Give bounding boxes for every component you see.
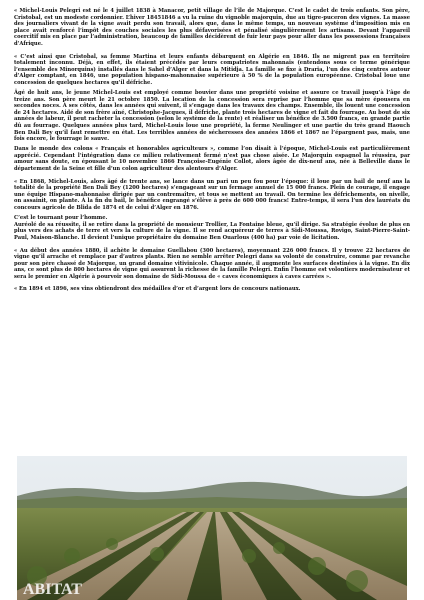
paragraph-guellabou: « Au début des années 1880, il achète le domaine Guellabou (300 hectares), moyennant 226 000 francs. Il y trouve 22 hectares de vigne qu’il arrache et remplace par d’autres plants. Rien ne semble arrêter Pelegri dans sa volonté de construire, comme par revanche pour son père chassé de Majorque, un grand domaine vitivinicole. Chaque année, il augmente les surfaces destinées à la vigne. En dix ans, ce sont plus de 800 hectares de vigne qui assurent la richesse de la famille Pelegri. Enfin l’homme est volontiers modernisateur et sera le premier en Algérie à pourvoir son domaine de Sidi-Moussa de « caves économiques à caves carrées ». [14,247,410,280]
paragraph-arrival-algeria: « C’est ainsi que Cristobal, sa femme Martina et leurs enfants débarquent en Algérie en 1846. Ils ne migrent pas en territoire totalement inconnu. Déjà, en effet, ils étaient précédés par leurs compatriotes mahonnais (entendons sous ce terme générique l’ensemble des Minorquins) installés dans le Sahel d’Alger et dans la Mitidja. La famille se fixe à Draria, l’un des cinq centres autour d’Alger comptant, en 1846, une population hispano-mahonnaise supérieure à 50 % de la population européenne. Cristobal loue une concession de quelques hectares qu’il défriche. [14,53,410,86]
paragraph-marriage: Dans le monde des colons « Français et honorables agriculteurs », comme l’on disait à l’époque, Michel-Louis est particulièrement apprécié. Cependant l’intégration dans ce milieu relativement fermé n’est pas chose aisée. Le Majorquin espagnol la réussira, par amour sans doute, en épousant le 10 novembre 1866 Françoise-Eugénie Collot, alors âgée de dix-neuf ans, née à Belleville dans le département de la Seine et fille d’un colon agriculteur des alentours d’Alger. [14,146,410,173]
paragraph-ben-dali-bey: « En 1868, Michel-Louis, alors âgé de trente ans, se lance dans un pari un peu fou pour l’époque: il loue par un bail de neuf ans la totalité de la propriété Ben Dali Bey (1200 hectares) s’engageant sur un fermage annuel de 15 000 francs. Plein de courage, il engage une équipe Hispano-mahonnaise dirigée par un contremaître, et tous se mettent au travail. On termine les défrichements, on nivelle, on assainit, on plante. À la fin du bail, le bénéfice engrangé s’élève à près de 600 000 francs! Entre-temps, il sera l’un des lauréats du concours agricole de Blida de 1874 et de celui d’Alger en 1876. [14,178,410,212]
vineyard-photo-image [17,456,407,600]
photo-watermark-partial: ABITAT [23,581,82,598]
paragraph-vineyard-strategy: Auréolé de sa réussite, il se retire dans la propriété de monsieur Trollier, La Fontaine bleue, qu’il dirige. Sa stratégie évolue de plus en plus vers des achats de terre et vers la culture de la vigne. Il se rend acquéreur de terres à Sidi-Moussa, Rovigo, Saint-Pierre-Saint-Paul, Maison-Blanche. Il devient l’unique propriétaire du domaine Ben Ouarlous (400 ha) par voie de licitation. [14,221,410,241]
paragraph-medals: « En 1894 et 1896, ses vins obtiendront des médailles d’or et d’argent lors de concours nationaux. [14,286,301,293]
paragraph-origins: « Michel-Louis Pelegri est né le 4 juillet 1838 à Manacor, petit village de l’île de Majorque. C’est le cadet de trois enfants. Son père, Cristobal, est un modeste cordonnier. L’hiver 18451846 a vu la ruine du vignoble majorquin, due au tigre-puceron des vignes. La masse des journaliers vivant de la vigne avait perdu son travail, alors que, dans le même temps, un nouveau système d’imposition mis en place avait renforcé l’impôt des couches sociales les plus défavorisées et pénalisé singulièrement les artisans. Devant l’appareil coercitif mis en place par l’administration, beaucoup de familles décidèrent de fuir leur pays pour aller dans les possessions françaises d’Afrique. [14,8,410,47]
paragraph-turning-point: C’est le tournant pour l’homme. [14,215,108,222]
vineyard-photo [17,456,407,600]
paragraph-youth: Âgé de huit ans, le jeune Michel-Louis est employé comme bouvier dans une propriété voisine et assure ce travail jusqu’à l’âge de treize ans. Son père meurt le 21 octobre 1850. La location de la concession sera reprise par l’homme que sa mère épousera en secondes noces. À ses côtés, dans les années qui suivent, il s’engage dans les travaux des champs. Ensemble, ils louent une concession de 24 hectares. Aidé de son frère aîné, Christophe-Jacques, il défriche, plante trois hectares de vigne et fait du fourrage. Au bout de six années de labeur, il peut racheter la concession (selon le système de la rente) et réaliser un bénéfice de 3.500 francs, en grande partie dû au fourrage. Quelques années plus tard, Michel-Louis loue une propriété, la ferme Neulinger et une partie du très grand Haouch Ben Dali Bey qu’il faut remettre en état. Les terribles années de sécheresses des années 1866 et 1867 ne l’épargnent pas, mais, une fois encore, le fourrage le sauve. [14,90,410,143]
